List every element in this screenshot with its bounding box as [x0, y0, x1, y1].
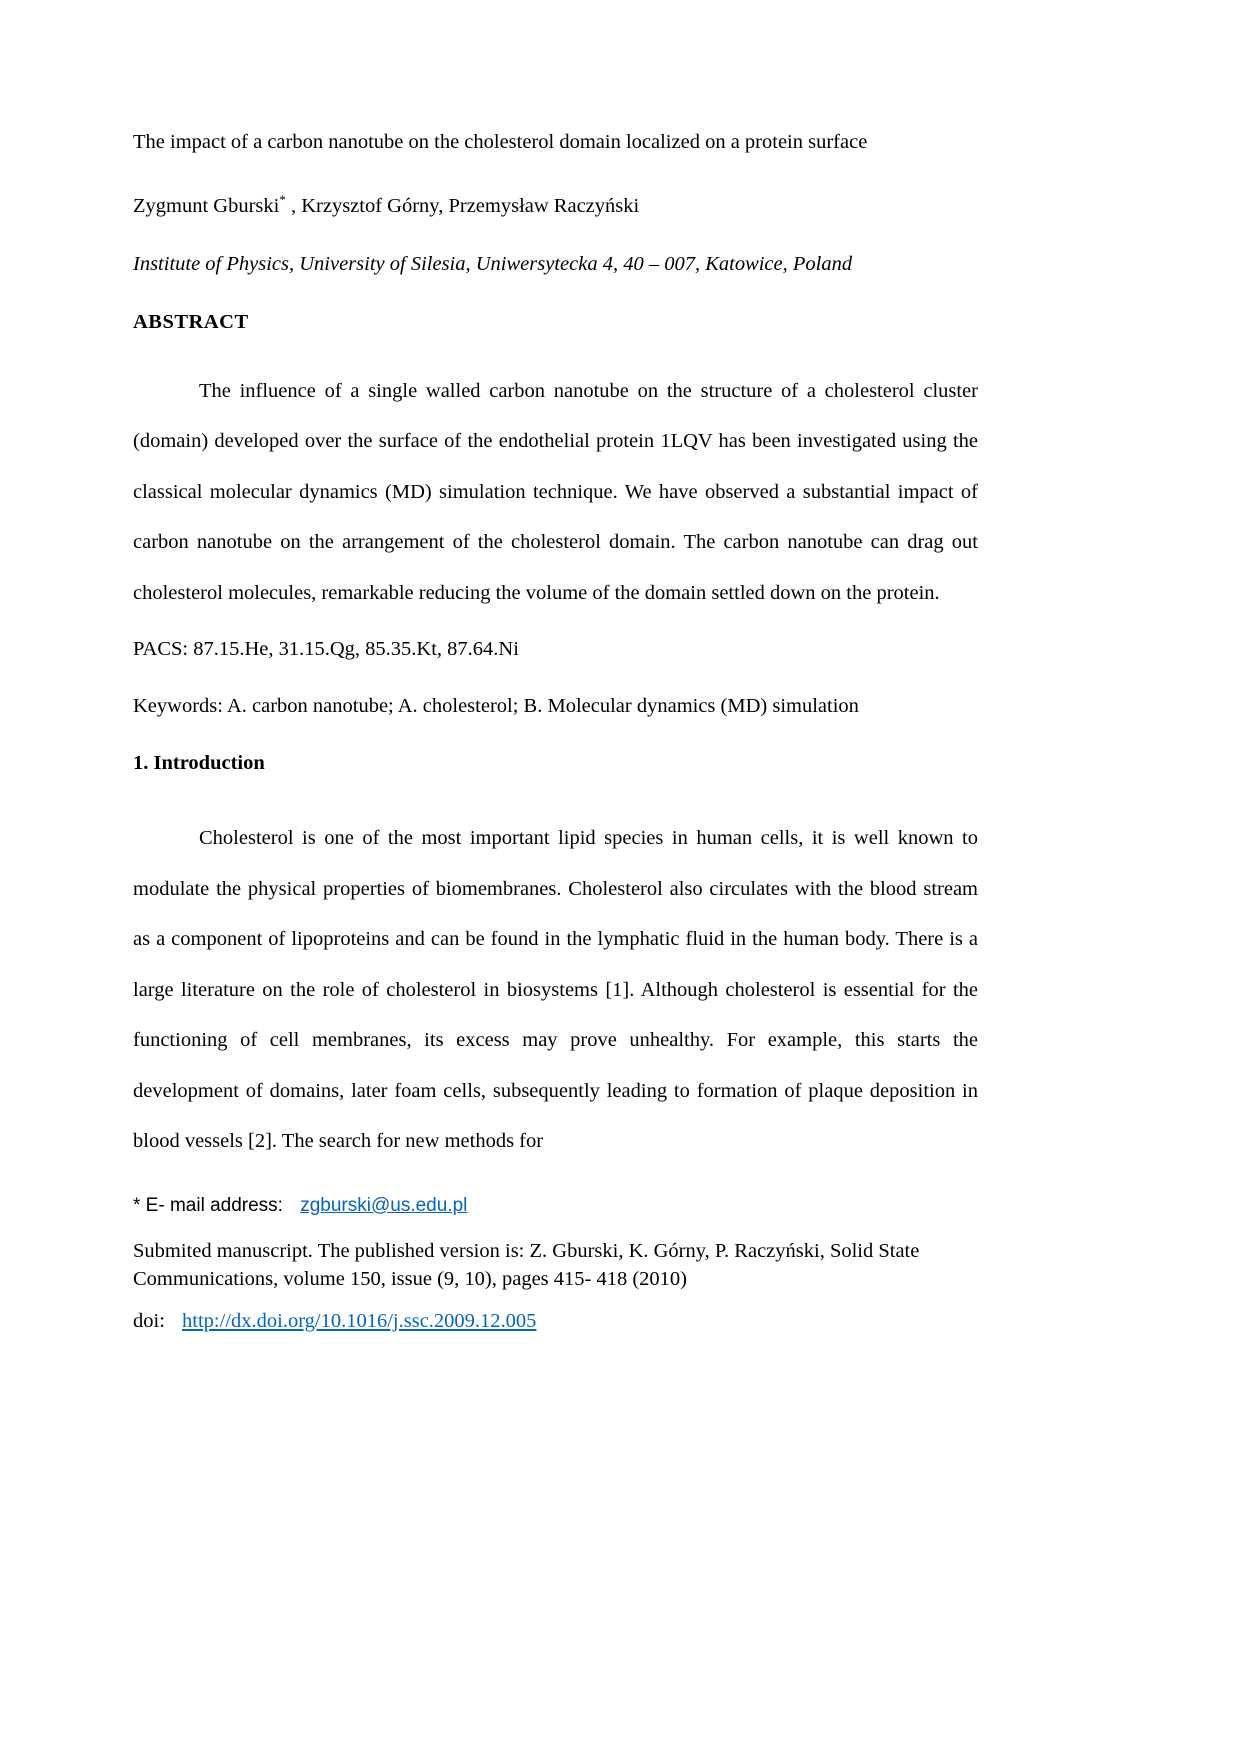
author-line [133, 186, 978, 220]
footnote-area [133, 1193, 978, 1335]
author-footnote-mark: * [279, 192, 286, 207]
abstract-paragraph: The influence of a single walled carbon nanotube on the structure of a cholesterol cluster (domain) developed over the surface of the endothelial protein 1LQV has been investigated using the classical molecular dynamics (MD) simulation technique. We have observed a substantial impact of carbon nanotube on the arrangement of the cholesterol domain. The carbon nanotube can drag out cholesterol molecules, remarkable reducing the volume of the domain settled down on the protein. [133, 379, 978, 604]
author-rest: , Krzysztof Górny, Przemysław Raczyński [285, 194, 640, 217]
email-link[interactable]: zgburski@us.edu.pl [300, 1194, 468, 1216]
paper-title: The impact of a carbon nanotube on the cholesterol domain localized on a protein surface [133, 131, 868, 153]
section-heading-introduction: 1. Introduction [133, 752, 265, 775]
introduction-paragraph: Cholesterol is one of the most important lipid species in human cells, it is well known to modulate the physical properties of biomembranes. Cholesterol also circulates with the blood stream as a component of lipoproteins and can be found in the lymphatic fluid in the human body. There is a large literature on the role of cholesterol in biosystems [1]. Although cholesterol is essential for the functioning of cell membranes, its excess may prove unhealthy. For example, this starts the development of domains, later foam cells, subsequently leading to formation of plaque deposition in blood vessels [2]. The search for new methods for [133, 827, 978, 1153]
abstract-heading: ABSTRACT [133, 310, 249, 333]
pacs-line: PACS: 87.15.He, 31.15.Qg, 85.35.Kt, 87.64.Ni [133, 638, 519, 661]
doi-line [133, 1307, 978, 1335]
submitted-manuscript-note: Submited manuscript. The published version is: Z. Gburski, K. Górny, P. Raczyński, Solid State Communications, volume 150, issue (9, 10), pages 415- 418 (2010) [133, 1239, 920, 1290]
keywords-line: Keywords: A. carbon nanotube; A. cholesterol; B. Molecular dynamics (MD) simulation [133, 695, 859, 718]
page-content [133, 128, 978, 1335]
author-first: Zygmunt Gburski [133, 194, 280, 217]
email-footnote-label: * E- mail address: [133, 1194, 283, 1216]
affiliation: Institute of Physics, University of Silesia, Uniwersytecka 4, 40 – 007, Katowice, Poland [133, 252, 853, 275]
doi-label: doi: [133, 1309, 165, 1332]
email-footnote [133, 1193, 978, 1219]
doi-link[interactable]: http://dx.doi.org/10.1016/j.ssc.2009.12.005 [182, 1309, 537, 1332]
